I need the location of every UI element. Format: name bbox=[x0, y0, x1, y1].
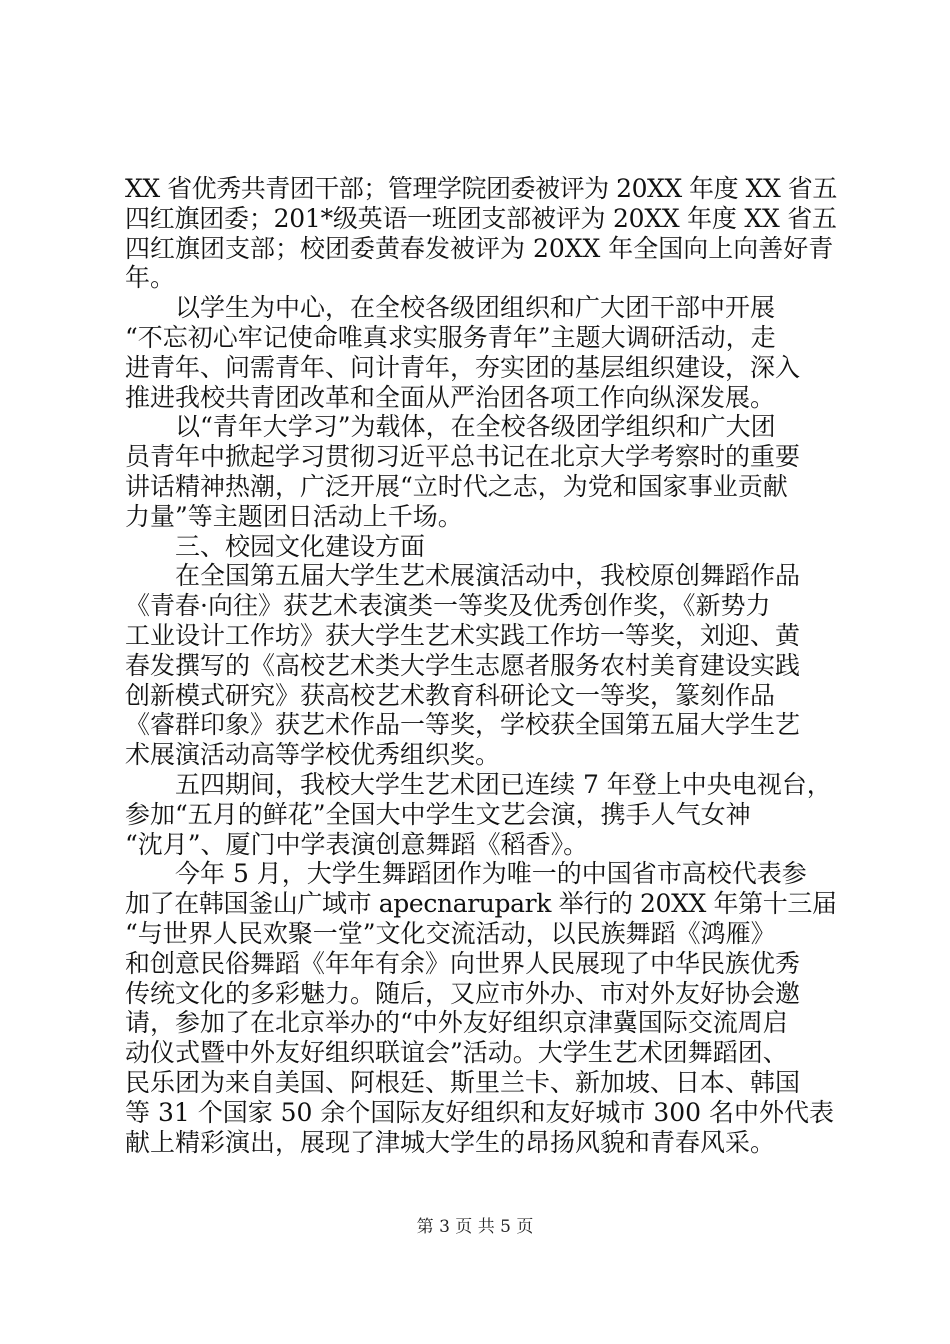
text-line: 加了在韩国釜山广域市 apecnarupark 举行的 20XX 年第十三届 bbox=[125, 889, 837, 919]
text-line: 春发撰写的《高校艺术类大学生志愿者服务农村美育建设实践 bbox=[125, 650, 801, 680]
text-line: 以“青年大学习”为载体，在全校各级团学组织和广大团 bbox=[125, 412, 776, 442]
text-line: 四红旗团支部；校团委黄春发被评为 20XX 年全国向上向善好青 bbox=[125, 233, 834, 263]
text-line: 讲话精神热潮，广泛开展“立时代之志，为党和国家事业贡献 bbox=[125, 471, 788, 501]
text-line: 力量”等主题团日活动上千场。 bbox=[125, 501, 463, 531]
text-line: “与世界人民欢聚一堂”文化交流活动，以民族舞蹈《鸿雁》 bbox=[125, 918, 776, 948]
text-line: 传统文化的多彩魅力。随后，又应市外办、市对外友好协会邀 bbox=[125, 978, 801, 1008]
text-line: XX 省优秀共青团干部；管理学院团委被评为 20XX 年度 XX 省五 bbox=[125, 174, 837, 203]
text-line: 年。 bbox=[125, 263, 176, 293]
text-line: 推进我校共青团改革和全面从严治团各项工作向纵深发展。 bbox=[125, 382, 776, 412]
text-line: 工业设计工作坊》获大学生艺术实践工作坊一等奖，刘迎、黄 bbox=[125, 620, 801, 650]
text-line: “沈月”、厦门中学表演创意舞蹈《稻香》。 bbox=[125, 829, 589, 859]
text-line: 术展演活动高等学校优秀组织奖。 bbox=[125, 740, 501, 770]
text-line: 《睿群印象》获艺术作品一等奖，学校获全国第五届大学生艺 bbox=[125, 710, 801, 740]
text-line: 员青年中掀起学习贯彻习近平总书记在北京大学考察时的重要 bbox=[125, 442, 801, 472]
page-footer: 第 3 页 共 5 页 bbox=[416, 1217, 534, 1237]
text-line: 动仪式暨中外友好组织联谊会”活动。大学生艺术团舞蹈团、 bbox=[125, 1038, 788, 1068]
text-line: 三、校园文化建设方面 bbox=[125, 531, 426, 561]
text-line: 今年 5 月，大学生舞蹈团作为唯一的中国省市高校代表参 bbox=[125, 859, 807, 889]
text-line: 以学生为中心，在全校各级团组织和广大团干部中开展 bbox=[125, 293, 776, 323]
text-line: 等 31 个国家 50 余个国际友好组织和友好城市 300 名中外代表 bbox=[125, 1097, 835, 1127]
text-line: 五四期间，我校大学生艺术团已连续 7 年登上中央电视台， bbox=[125, 769, 832, 799]
text-line: 献上精彩演出，展现了津城大学生的昂扬风貌和青春风采。 bbox=[125, 1127, 776, 1157]
text-line: 参加“五月的鲜花”全国大中学生文艺会演，携手人气女神 bbox=[125, 799, 751, 829]
text-line: 进青年、问需青年、问计青年，夯实团的基层组织建设，深入 bbox=[125, 352, 801, 382]
text-line: 和创意民俗舞蹈《年年有余》向世界人民展现了中华民族优秀 bbox=[125, 948, 801, 978]
document-body bbox=[125, 174, 837, 1157]
text-line: 《青春·向往》获艺术表演类一等奖及优秀创作奖，《新势力 bbox=[125, 591, 771, 621]
text-line: “不忘初心牢记使命唯真求实服务青年”主题大调研活动，走 bbox=[125, 322, 776, 352]
text-line: 在全国第五届大学生艺术展演活动中，我校原创舞蹈作品 bbox=[125, 561, 801, 591]
text-line: 创新模式研究》获高校艺术教育科研论文一等奖，篆刻作品 bbox=[125, 680, 776, 710]
text-line: 请，参加了在北京举办的“中外友好组织京津冀国际交流周启 bbox=[125, 1008, 788, 1038]
text-line: 四红旗团委；201*级英语一班团支部被评为 20XX 年度 XX 省五 bbox=[125, 203, 837, 233]
text-line: 民乐团为来自美国、阿根廷、斯里兰卡、新加坡、日本、韩国 bbox=[125, 1067, 801, 1097]
